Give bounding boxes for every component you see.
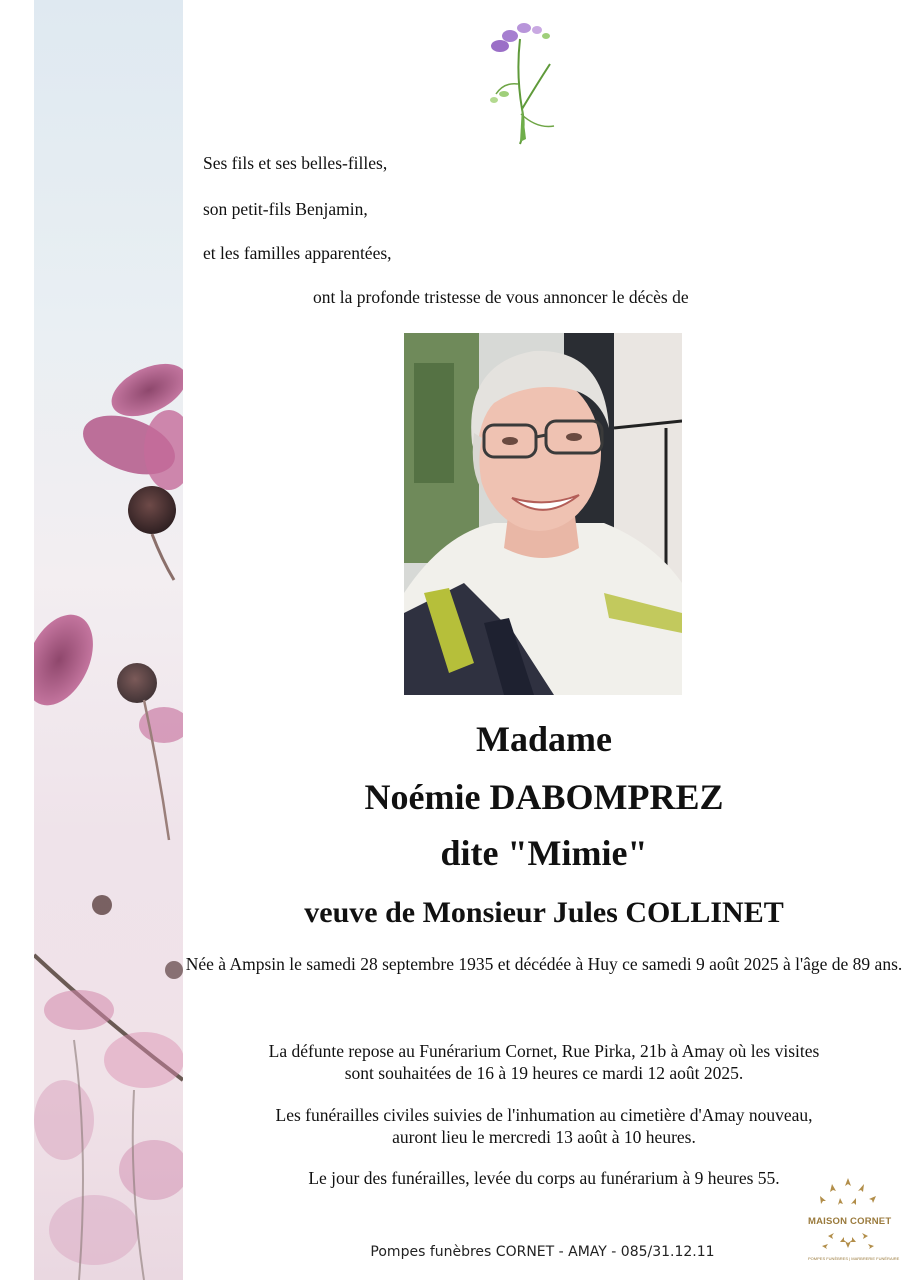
intro-line-grandson: son petit-fils Benjamin, [203, 199, 368, 219]
deceased-nickname: dite "Mimie" [440, 833, 648, 873]
deceased-name: Noémie DABOMPREZ [364, 777, 724, 817]
logo-name: MAISON CORNET [808, 1216, 892, 1227]
funeral-info-line-1: Les funérailles civiles suivies de l'inhumation au cimetière d'Amay nouveau, [275, 1105, 813, 1125]
side-flower-strip [34, 0, 183, 1280]
intro-line-sons: Ses fils et ses belles-filles, [203, 153, 388, 173]
deceased-spouse: veuve de Monsieur Jules COLLINET [304, 896, 784, 929]
funeral-day-info: Le jour des funérailles, levée du corps au funérarium à 9 heures 55. [308, 1168, 780, 1188]
funeral-home-footer: Pompes funèbres CORNET - AMAY - 085/31.12.11 [370, 1244, 715, 1260]
birth-death-info: Née à Ampsin le samedi 28 septembre 1935 et décédée à Huy ce samedi 9 août 2025 à l'âge de 89 ans. [185, 954, 903, 974]
rest-info-line-1: La défunte repose au Funérarium Cornet, Rue Pirka, 21b à Amay où les visites [268, 1041, 820, 1061]
logo-tagline: POMPES FUNÈBRES | MARBRERIE FUNÉRAIRE [808, 1256, 900, 1261]
rest-info [183, 1040, 905, 1084]
intro-line-announcement: ont la profonde tristesse de vous annoncer le décès de [313, 287, 689, 307]
funeral-info-line-2: auront lieu le mercredi 13 août à 10 heures. [392, 1127, 696, 1147]
funeral-info [183, 1104, 905, 1148]
deceased-title: Madame [476, 719, 612, 759]
rest-info-line-2: sont souhaitées de 16 à 19 heures ce mardi 12 août 2025. [344, 1063, 744, 1083]
maison-cornet-logo [808, 1176, 900, 1268]
cosmos-flowers-image [34, 0, 183, 1280]
flower-sprig-icon [482, 14, 562, 149]
intro-line-families: et les familles apparentées, [203, 243, 392, 263]
portrait-photo [404, 333, 682, 695]
